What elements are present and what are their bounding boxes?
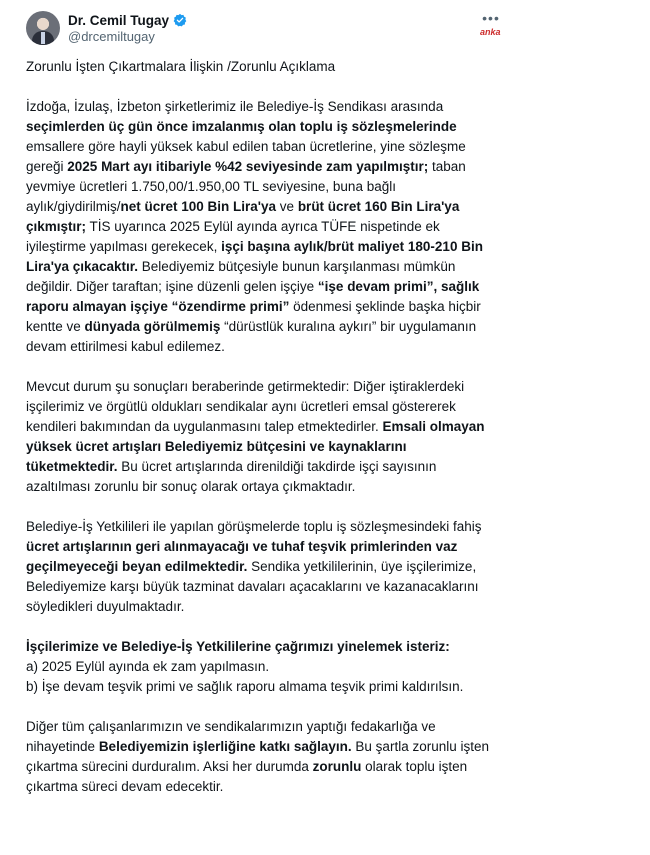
text-run: Sendika yetkililerinin, üye işçilerimize, Belediyemize karşı büyük tazminat davaları açacaklarını ve kazanacaklarını söyledikleri duyulmaktadır. bbox=[26, 559, 479, 614]
post-title: Zorunlu İşten Çıkartmalara İlişkin /Zorunlu Açıklama bbox=[26, 59, 336, 74]
paragraph-2 bbox=[26, 377, 500, 497]
text-run: Diğer tüm çalışanlarımızın ve sendikalarımızın yaptığı fedakarlığa ve nihayetinde bbox=[26, 719, 436, 754]
text-run: Bu ücret artışlarında direnildiği takdirde işçi sayısının azaltılması zorunlu bir sonuç olarak ortaya çıkmaktadır. bbox=[26, 459, 437, 494]
text-run: Mevcut durum şu sonuçları beraberinde getirmektedir: Diğer iştiraklerdeki işçilerimiz ve örgütlü oldukları sendikalar aynı ücretleri emsal göstererek kendileri bakımından da uygulanmasını talep etmektedirler. bbox=[26, 379, 465, 434]
source-watermark: anka bbox=[480, 27, 501, 37]
bold-run: “işe devam primi”, sağlık raporu almayan işçiye “özendirme primi” bbox=[26, 279, 480, 314]
text-run: ödenmesi şeklinde başka hiçbir kentte ve bbox=[26, 299, 481, 334]
more-options-icon[interactable]: ••• bbox=[482, 10, 500, 26]
text-run: İzdoğa, İzulaş, İzbeton şirketlerimiz ile Belediye-İş Sendikası arasında bbox=[26, 99, 444, 114]
call-item-a: a) 2025 Eylül ayında ek zam yapılmasın. bbox=[26, 659, 270, 674]
author-display-name[interactable]: Dr. Cemil Tugay bbox=[68, 12, 170, 28]
bold-run: seçimlerden üç gün önce imzalanmış olan toplu iş sözleşmelerinde bbox=[26, 119, 457, 134]
call-heading bbox=[26, 637, 500, 657]
author-handle[interactable]: @drcemiltugay bbox=[68, 29, 155, 44]
call-item-b: b) İşe devam teşvik primi ve sağlık raporu almama teşvik primi kaldırılsın. bbox=[26, 679, 464, 694]
text-run: emsallere göre hayli yüksek kabul edilen taban ücretlerine, yine sözleşme gereği bbox=[26, 139, 466, 174]
call-heading-text: İşçilerimize ve Belediye-İş Yetkililerine çağrımızı yinelemek isteriz: bbox=[26, 639, 450, 654]
paragraph-3 bbox=[26, 517, 500, 617]
author-name-row bbox=[68, 11, 187, 29]
bold-run: Emsali olmayan yüksek ücret artışları Belediyemiz bütçesini ve kaynaklarını tüketmektedir. bbox=[26, 419, 485, 474]
paragraph-5 bbox=[26, 717, 500, 797]
bold-run: brüt ücret 160 Bin Lira'ya çıkmıştır; bbox=[26, 199, 460, 234]
post-body bbox=[26, 57, 500, 797]
bold-run: dünyada görülmemiş bbox=[84, 319, 221, 334]
verified-badge-icon bbox=[173, 13, 187, 27]
page-background-right bbox=[532, 0, 650, 855]
text-run: “dürüstlük kuralına aykırı” bir uygulamanın devam ettirilmesi kabul edilemez. bbox=[26, 319, 477, 354]
bold-run: işçi başına aylık/brüt maliyet 180-210 Bin Lira'ya çıkacaktır. bbox=[26, 239, 483, 274]
bold-run: 2025 Mart ayı itibariyle %42 seviyesinde zam yapılmıştır; bbox=[67, 159, 429, 174]
text-run: Belediyemiz bütçesiyle bunun karşılanması mümkün değildir. Diğer taraftan; işine düzenli gelen işçiye bbox=[26, 259, 456, 294]
bold-run: zorunlu bbox=[312, 759, 362, 774]
text-run: olarak toplu işten çıkartma süreci devam edecektir. bbox=[26, 759, 468, 794]
text-run: taban yevmiye ücretleri 1.750,00/1.950,00 TL seviyesine, buna bağlı aylık/giydirilmiş/ bbox=[26, 159, 466, 214]
bold-run: net ücret 100 Bin Lira'ya bbox=[120, 199, 277, 214]
text-run: ve bbox=[276, 199, 298, 214]
text-run: Bu şartla zorunlu işten çıkartma sürecini durduralım. Aksi her durumda bbox=[26, 739, 489, 774]
paragraph-1 bbox=[26, 97, 500, 357]
text-run: Belediye-İş Yetkilileri ile yapılan görüşmelerde toplu iş sözleşmesindeki fahiş bbox=[26, 519, 482, 534]
text-run: TİS uyarınca 2025 Eylül ayında ayrıca TÜFE nispetinde ek iyileştirme yapılması gerekecek, bbox=[26, 219, 440, 254]
avatar-tie bbox=[41, 32, 45, 44]
author-avatar[interactable] bbox=[26, 11, 60, 45]
bold-run: Belediyemizin işlerliğine katkı sağlayın. bbox=[98, 739, 352, 754]
bold-run: ücret artışlarının geri alınmayacağı ve tuhaf teşvik primlerinden vaz geçilmeyeceği beyan edilmektedir. bbox=[26, 539, 458, 574]
